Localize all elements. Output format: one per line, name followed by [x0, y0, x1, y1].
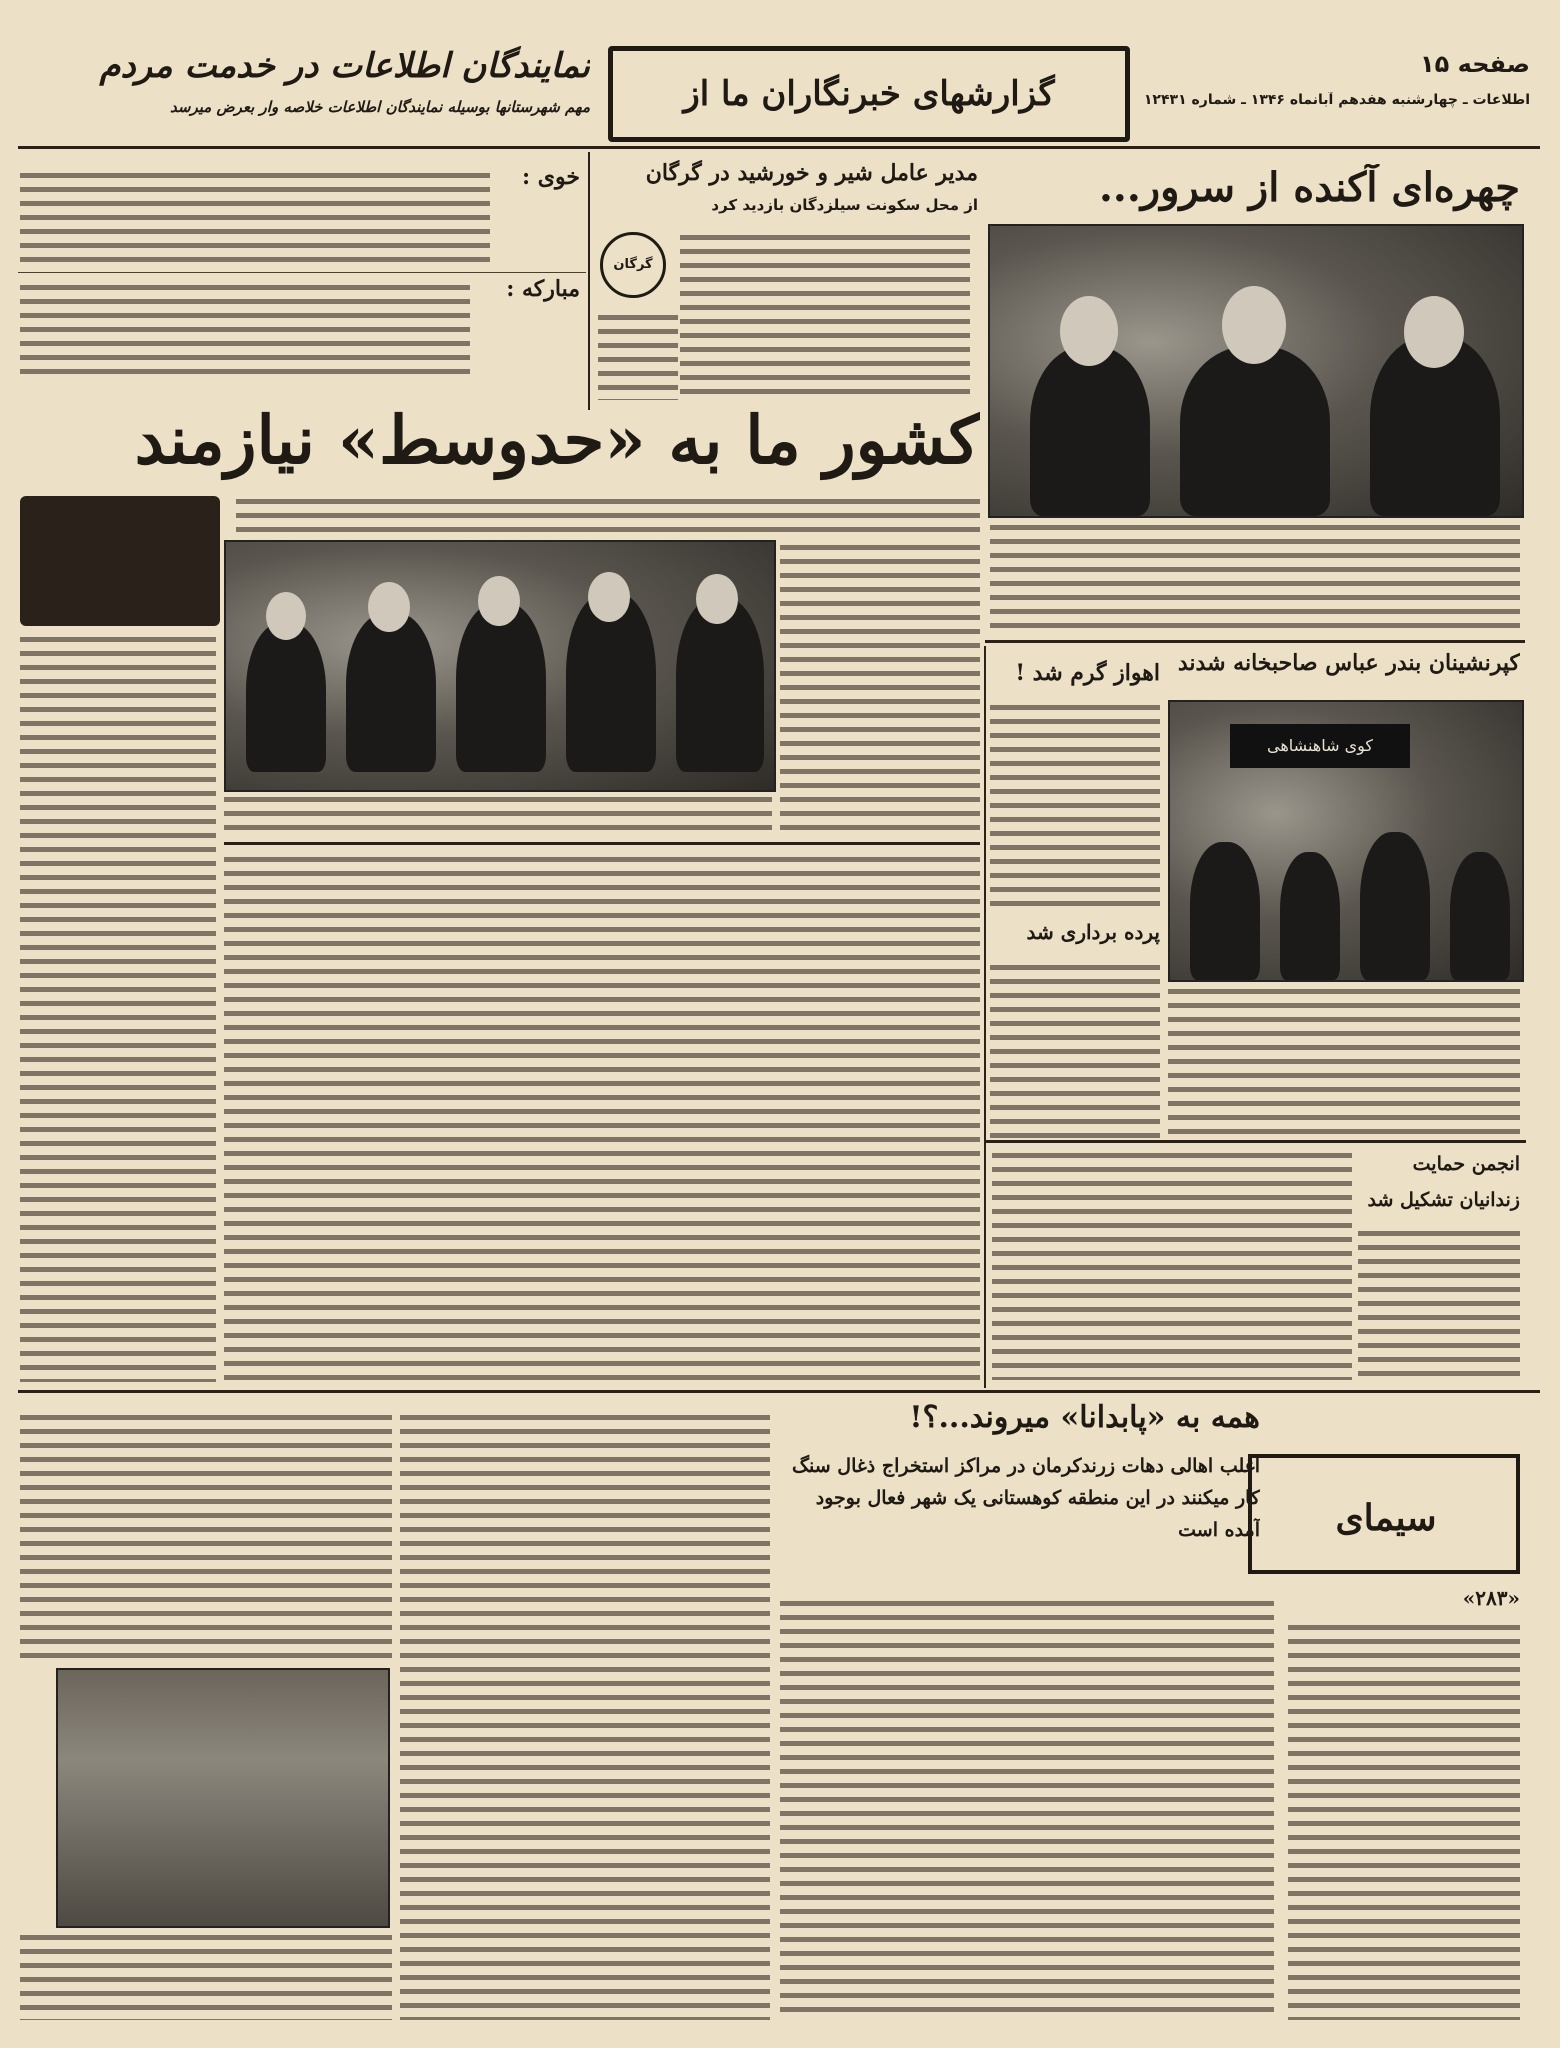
mine-headline: همه به «پابدانا» میروند...؟! [909, 1400, 1260, 1435]
header-rule [18, 146, 1540, 149]
unveiling-text [990, 960, 1160, 1140]
mine-subhead: اغلب اهالی دهات زرندکرمان در مراکز استخراج ذغال سنگ کار میکنند در این منطقه کوهستانی یک شهر فعال بوجود آمده است [792, 1455, 1260, 1541]
main-columns-lower [224, 852, 980, 1382]
mobarakeh-text [20, 280, 470, 380]
mine-landscape-photo [56, 1668, 390, 1928]
dateline: اطلاعات ـ چهارشنبه هفدهم آبانماه ۱۳۴۶ ـ شماره ۱۲۴۳۱ [1143, 92, 1530, 108]
unveiling-title: پرده برداری شد [1026, 920, 1160, 944]
tagline-subtitle: مهم شهرستانها بوسیله نمایندگان اطلاعات خلاصه وار بعرض میرسد [170, 98, 590, 116]
tagline-title: نمایندگان اطلاعات در خدمت مردم [99, 46, 590, 86]
abbas-port-text [1168, 984, 1520, 1134]
city-face-box [1248, 1454, 1520, 1574]
main-headline: کشور ما به «حدوسط» نیازمند [134, 401, 980, 479]
abbas-port-photo [1168, 700, 1524, 982]
happy-face-headline: چهره‌ای آکنده از سرور... [1099, 164, 1520, 211]
khoy-text [20, 168, 490, 264]
gorgan-seal: گرگان [600, 232, 666, 298]
main-subhead [236, 494, 980, 536]
gorgan-title: مدیر عامل شیر و خورشید در گرگان [645, 160, 978, 186]
mobarakeh-title: مبارکه : [506, 276, 580, 302]
abbas-port-headline: کپرنشینان بندر عباس صاحبخانه شدند [1177, 650, 1520, 676]
gorgan-subtitle: از محل سکونت سیلزدگان بازدید کرد [711, 196, 978, 214]
group-photo-caption-art [20, 496, 220, 626]
happy-face-text [990, 520, 1520, 628]
abbas-port-sign: کوی شاهنشاهی [1230, 724, 1410, 768]
prisoners-title: انجمن حمایت زندانیان تشکیل شد [1367, 1153, 1520, 1211]
meeting-photo [224, 540, 776, 792]
mine-col-4-top [20, 1410, 392, 1660]
mine-col-2 [780, 1596, 1274, 2020]
ahvaz-text [990, 700, 1160, 910]
main-right-column-top [780, 540, 980, 830]
city-face-text [1288, 1620, 1520, 2020]
section-banner: گزارشهای خبرنگاران ما از [608, 46, 1130, 142]
mine-col-3 [400, 1410, 770, 2020]
page-number: صفحه ۱۵ [1420, 50, 1530, 78]
mine-photo-caption [20, 1930, 392, 2020]
meeting-photo-caption [224, 792, 772, 836]
gorgan-text [680, 230, 970, 400]
khoy-title: خوی : [522, 164, 580, 190]
city-face-issue: «۲۸۳» [1462, 1586, 1520, 1610]
prisoners-text [1358, 1226, 1520, 1380]
gorgan-text-2 [598, 310, 678, 400]
city-face-title: سیمای [1335, 1497, 1437, 1539]
main-left-column [20, 632, 216, 1382]
ahvaz-title: اهواز گرم شد ! [1015, 660, 1160, 686]
notices-columns [992, 1148, 1352, 1380]
officials-photo [988, 224, 1524, 518]
